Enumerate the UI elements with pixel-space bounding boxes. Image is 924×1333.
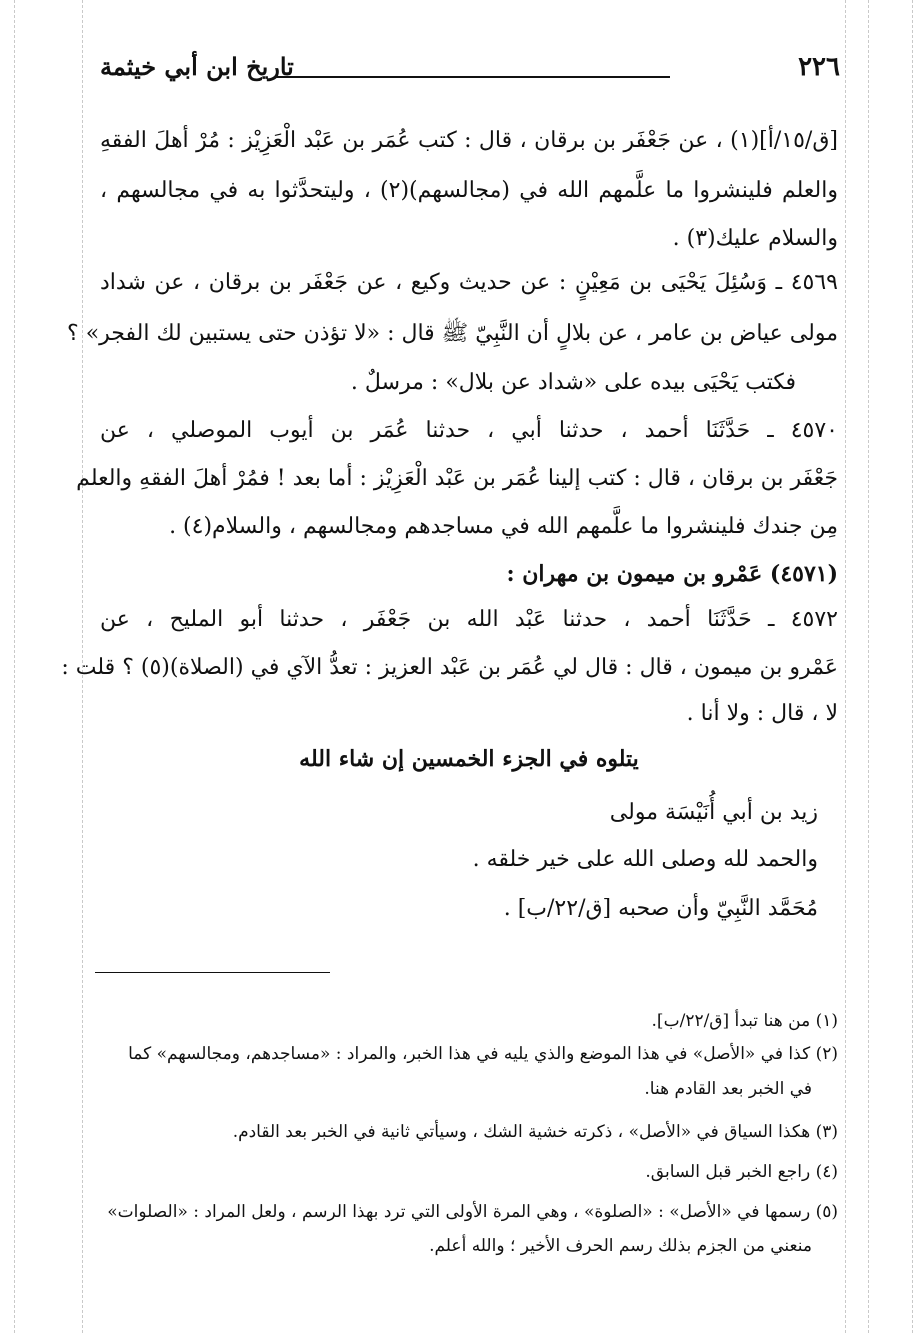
text-line: لا ، قال : ولا أنا . [686,701,838,726]
header-rule [275,76,670,78]
text-line: عَمْرو بن ميمون ، قال : قال لي عُمَر بن عَبْد العزيز : تعدُّ الآي في (الصلاة)(٥) ؟ قلت : [61,655,838,680]
footnote: (٥) رسمها في «الأصل» : «الصلوة» ، وهي المرة الأولى التي ترد بهذا الرسم ، ولعل المراد : «الصلوات» [107,1202,838,1222]
text-line: ٤٥٦٩ ـ وَسُئِلَ يَحْيَى بن مَعِيْنٍ : عن حديث وكيع ، عن جَعْفَر بن برقان ، عن شداد [100,270,838,295]
text-line: مولى عياض بن عامر ، عن بلالٍ أن النَّبِيّ ﷺ قال : «لا تؤذن حتى يستبين لك الفجر» ؟ [67,321,838,346]
text-line: والعلم فلينشروا ما علَّمهم الله في (مجالسهم)(٢) ، وليتحدَّثوا به في مجالسهم ، [100,178,838,203]
footnote: (٣) هكذا السياق في «الأصل» ، ذكرته خشية الشك ، وسيأتي ثانية في الخبر بعد القادم. [232,1122,838,1142]
text-line: ٤٥٧٠ ـ حَدَّثَنَا أحمد ، حدثنا أبي ، حدثنا عُمَر بن أيوب الموصلي ، عن [100,418,838,443]
page-number: ٢٢٦ [798,52,840,82]
text-line: [ق/١٥/أ](١) ، عن جَعْفَر بن برقان ، قال : كتب عُمَر بن عَبْد الْعَزِيْز : مُرْ أهلَ الفقهِ [100,128,838,153]
text-line: والسلام عليك(٣) . [672,226,838,251]
text-line: جَعْفَر بن برقان ، قال : كتب إلينا عُمَر بن عَبْد الْعَزِيْز : أما بعد ! فمُرْ أهلَ الفقهِ والعلم [76,466,838,491]
footnote-separator [95,972,330,973]
text-line: ٤٥٧٢ ـ حَدَّثَنَا أحمد ، حدثنا عَبْد الله بن جَعْفَر ، حدثنا أبو المليح ، عن [100,607,838,632]
closing-line: زيد بن أبي أُنَيْسَة مولى [609,800,818,825]
footnote: (١) من هنا تبدأ [ق/٢٢/ب]. [651,1011,838,1031]
closing-heading: يتلوه في الجزء الخمسين إن شاء الله [299,746,639,772]
footnote: في الخبر بعد القادم هنا. [644,1079,812,1099]
closing-line: مُحَمَّد النَّبِيّ وأن صحبه [ق/٢٢/ب] . [503,896,818,921]
footnote: (٤) راجع الخبر قبل السابق. [645,1162,838,1182]
running-header [100,52,840,92]
footnote: (٢) كذا في «الأصل» في هذا الموضع والذي يليه في هذا الخبر، والمراد : «مساجدهم، ومجالسهم» كما [128,1044,838,1064]
text-line: فكتب يَحْيَى بيده على «شداد عن بلال» : مرسلٌ . [350,370,796,395]
closing-line: والحمد لله وصلى الله على خير خلقه . [472,847,818,872]
section-heading: (٤٥٧١) عَمْرو بن ميمون بن مهران : [506,561,838,587]
footnote: منعني من الجزم بذلك رسم الحرف الأخير ؛ والله أعلم. [429,1236,812,1256]
text-line: مِن جندك فلينشروا ما علَّمهم الله في مساجدهم ومجالسهم ، والسلام(٤) . [169,514,838,539]
book-title: تاريخ ابن أبي خيثمة [100,52,294,81]
